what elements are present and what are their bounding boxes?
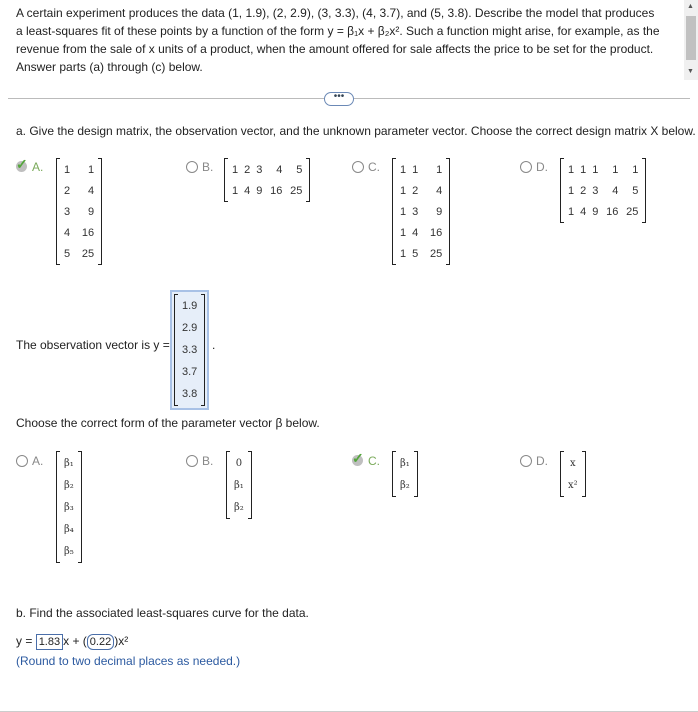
beta1-answer-input[interactable]: 1.83 [36,634,63,650]
matrix-cell: 3 [64,205,71,218]
radio-button[interactable] [352,161,364,173]
option-label: A. [32,160,44,174]
matrix-cell: 4 [244,184,251,197]
vector-cell: β₄ [64,523,74,535]
vector-cell: 1.9 [182,300,198,312]
matrix-cell: 1 [232,184,239,197]
observation-vector [174,295,205,405]
matrix-cell: 1 [400,184,407,197]
matrix-cell: 1 [580,163,587,176]
vector-cell: β₁ [64,457,74,469]
vector-cell: β₂ [64,479,74,491]
rounding-note: (Round to two decimal places as needed.) [16,654,241,668]
matrix-cell: 25 [430,247,443,260]
scroll-down-icon[interactable]: ▼ [687,68,694,75]
curve-equation: y = 1.83 x + ( 0.22 )x² [16,634,129,648]
equation-x-squared: x² [118,634,129,648]
matrix-cell: 16 [606,205,619,218]
radio-button[interactable] [186,455,198,467]
option-label: C. [368,160,380,174]
matrix-cell: 9 [436,205,443,218]
matrix-cell: 4 [64,226,71,239]
matrix-cell: 1 [400,163,407,176]
vector-cell: 0 [235,457,243,469]
param-vector-c [392,452,418,496]
vector-cell: 3.7 [182,366,198,378]
matrix-cell: 1 [412,163,419,176]
vector-cell: β₁ [400,457,410,469]
matrix-cell: 9 [592,205,599,218]
option-label: B. [202,454,214,468]
scroll-thumb[interactable] [686,16,696,60]
matrix-cell: 1 [88,163,95,176]
part-a-question: a. Give the design matrix, the observation vector, and the unknown parameter vector. Choose the correct design matrix X below. [16,124,696,138]
checkmark-icon: ✓ [352,450,364,466]
matrix-cell: 4 [436,184,443,197]
radio-button[interactable] [520,161,532,173]
matrix-cell: 2 [64,184,71,197]
part-b-question: b. Find the associated least-squares curve for the data. [16,606,309,620]
scroll-up-icon[interactable]: ▲ [687,3,694,10]
matrix-cell: 4 [276,163,283,176]
design-matrix-a [56,159,102,264]
matrix-cell: 5 [296,163,303,176]
matrix-cell: 5 [412,247,419,260]
vector-cell: x² [568,479,578,491]
vector-cell: 2.9 [182,322,198,334]
matrix-cell: 1 [632,163,639,176]
param-vector-a [56,452,82,562]
equation-prefix: y = [16,634,33,648]
matrix-cell: 1 [64,163,71,176]
design-matrix-b [224,159,310,201]
matrix-cell: 1 [568,163,575,176]
beta2-answer-input[interactable]: 0.22 [87,634,114,650]
matrix-cell: 1 [400,226,407,239]
matrix-cell: 2 [244,163,251,176]
vector-cell: β₂ [234,501,244,513]
matrix-cell: 3 [412,205,419,218]
matrix-cell: 3 [256,163,263,176]
matrix-cell: 5 [64,247,71,260]
matrix-cell: 1 [612,163,619,176]
expand-more-button[interactable]: ••• [324,92,354,106]
matrix-cell: 1 [436,163,443,176]
design-matrix-c [392,159,450,264]
design-matrix-d [560,159,646,222]
radio-button[interactable] [520,455,532,467]
radio-button[interactable] [16,455,28,467]
option-label: D. [536,454,548,468]
equation-x-plus: x + [63,634,80,648]
option-label: D. [536,160,548,174]
matrix-cell: 25 [81,247,95,260]
vector-cell: β₂ [400,479,410,491]
observation-vector-box[interactable] [170,290,209,410]
matrix-cell: 16 [430,226,443,239]
matrix-cell: 9 [256,184,263,197]
checkmark-icon: ✓ [16,156,28,172]
vector-cell: β₁ [234,479,244,491]
matrix-cell: 1 [400,205,407,218]
matrix-cell: 5 [632,184,639,197]
vector-cell: β₅ [64,545,74,557]
matrix-cell: 1 [568,205,575,218]
matrix-cell: 4 [580,205,587,218]
matrix-cell: 4 [412,226,419,239]
matrix-cell: 16 [270,184,283,197]
param-vector-d [560,452,586,496]
matrix-cell: 4 [612,184,619,197]
matrix-cell: 25 [290,184,303,197]
vector-cell: x [570,457,576,469]
vector-cell: 3.8 [182,388,198,400]
param-vector-b [226,452,252,518]
matrix-cell: 3 [592,184,599,197]
matrix-cell: 1 [232,163,239,176]
option-label: B. [202,160,214,174]
scrollbar[interactable] [684,0,698,80]
matrix-cell: 1 [568,184,575,197]
matrix-cell: 1 [592,163,599,176]
radio-button[interactable] [186,161,198,173]
matrix-cell: 1 [400,247,407,260]
parameter-question: Choose the correct form of the parameter vector β below. [16,416,320,430]
matrix-cell: 4 [88,184,95,197]
matrix-cell: 2 [580,184,587,197]
matrix-cell: 9 [88,205,95,218]
matrix-cell: 16 [81,226,95,239]
matrix-cell: 2 [412,184,419,197]
problem-statement: A certain experiment produces the data (1, 1.9), (2, 2.9), (3, 3.3), (4, 3.7), and (5, 3.8). Describe the model that produces a least-squares fit of these points by a function of the form y = β₁x + β₂x². Such a function might arise, for example, as the revenue from the sale of x units of a product, when the amount offered for sale affects the price to be set for the product. Answer parts (a) through (c) below. [16,6,660,74]
option-label: C. [368,454,380,468]
option-label: A. [32,454,44,468]
observation-prefix: The observation vector is y = [16,338,170,352]
vector-cell: β₃ [64,501,74,513]
matrix-cell: 25 [626,205,639,218]
vector-cell: 3.3 [182,344,198,356]
observation-suffix: . [212,338,216,352]
